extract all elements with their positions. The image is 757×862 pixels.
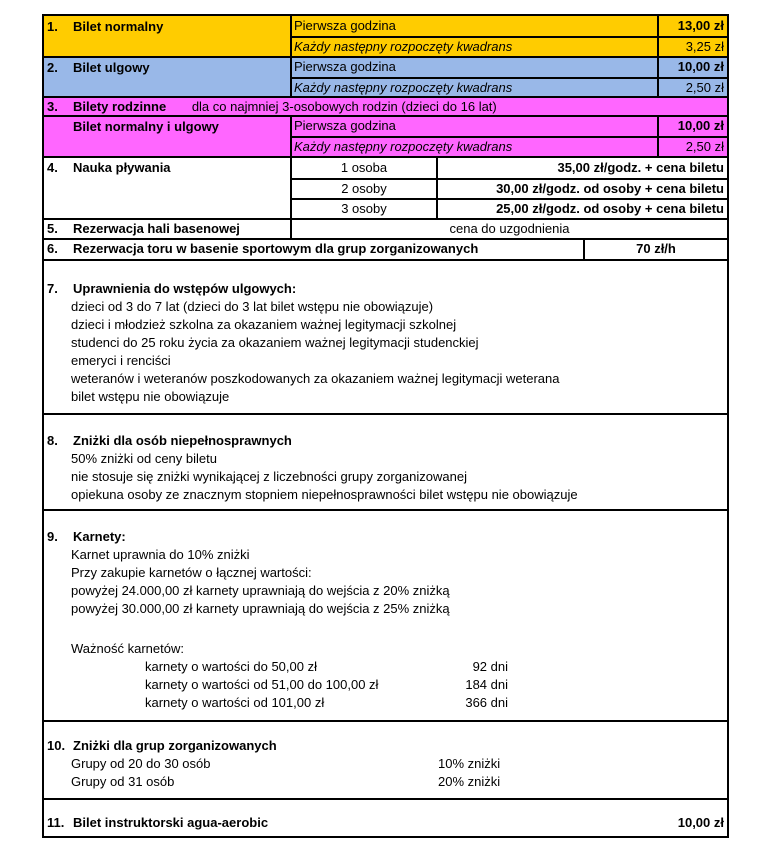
section-10-title: Zniżki dla grup zorganizowanych — [73, 738, 277, 753]
section-10-number: 10. — [47, 738, 66, 753]
section-8-title: Zniżki dla osób niepełnosprawnych — [73, 433, 292, 448]
section-5-header — [44, 220, 290, 238]
section-4-title: Nauka pływania — [73, 160, 171, 175]
section-9-title: Karnety: — [73, 529, 126, 544]
section-7-line: dzieci i młodzież szkolna za okazaniem ważnej legitymacji szkolnej — [71, 317, 457, 332]
section-3-family-ticket — [42, 115, 729, 156]
section-11-header — [44, 815, 268, 830]
validity-days: 184 dni — [465, 677, 508, 692]
section-8-line: opiekuna osoby ze znacznym stopniem niepełnosprawności bilet wstępu nie obowiązuje — [71, 487, 578, 502]
section-5-number: 5. — [47, 221, 58, 236]
section-6 — [42, 238, 729, 259]
section-9-line: Przy zakupie karnetów o łącznej wartości: — [71, 565, 312, 580]
section-1-row1-label: Pierwsza godzina — [290, 16, 657, 36]
section-1-number: 1. — [47, 19, 58, 34]
section-8-number: 8. — [47, 433, 58, 448]
section-8-line: 50% zniżki od ceny biletu — [71, 451, 217, 466]
section-2-header — [44, 58, 290, 96]
section-3-row2-price: 2,50 zł — [657, 136, 727, 156]
price-list-table — [42, 14, 729, 838]
section-7 — [42, 259, 729, 413]
section-5-title: Rezerwacja hali basenowej — [73, 221, 240, 236]
section-2-row1-label: Pierwsza godzina — [290, 58, 657, 77]
lesson-1-price: 35,00 zł/godz. + cena biletu — [436, 158, 727, 178]
lesson-2-persons: 2 osoby — [290, 178, 436, 198]
section-10-header — [44, 738, 277, 753]
validity-days: 92 dni — [472, 659, 508, 674]
section-8 — [42, 413, 729, 509]
section-11 — [42, 798, 729, 838]
section-7-title: Uprawnienia do wstępów ulgowych: — [73, 281, 297, 296]
lesson-2-price: 30,00 zł/godz. od osoby + cena biletu — [436, 178, 727, 198]
validity-title: Ważność karnetów: — [71, 641, 184, 656]
section-3-number: 3. — [47, 99, 58, 114]
section-3-header — [44, 98, 727, 115]
section-5-price: cena do uzgodnienia — [290, 220, 727, 238]
section-3 — [42, 96, 729, 115]
section-1-row1-price: 13,00 zł — [657, 16, 727, 36]
section-7-line: emeryci i renciści — [71, 353, 171, 368]
section-6-header — [44, 240, 583, 259]
section-11-title: Bilet instruktorski agua-aerobic — [73, 815, 269, 830]
section-6-number: 6. — [47, 241, 58, 256]
section-9-number: 9. — [47, 529, 58, 544]
validity-label: karnety o wartości do 50,00 zł — [145, 659, 317, 674]
group-discount-label: Grupy od 31 osób — [71, 774, 175, 789]
section-3-row1-price: 10,00 zł — [657, 117, 727, 136]
lesson-1-persons: 1 osoba — [290, 158, 436, 178]
section-9-line: Karnet uprawnia do 10% zniżki — [71, 547, 250, 562]
section-8-header — [44, 433, 292, 448]
section-3-subtitle: Bilet normalny i ulgowy — [44, 117, 290, 156]
section-11-price: 10,00 zł — [677, 815, 724, 830]
group-discount-label: Grupy od 20 do 30 osób — [71, 756, 211, 771]
section-8-line: nie stosuje się zniżki wynikającej z liczebności grupy zorganizowanej — [71, 469, 467, 484]
section-6-title: Rezerwacja toru w basenie sportowym dla grup zorganizowanych — [73, 241, 479, 256]
section-6-price: 70 zł/h — [583, 240, 727, 259]
section-1-header — [44, 16, 290, 56]
section-7-line: dzieci od 3 do 7 lat (dzieci do 3 lat bilet wstępu nie obowiązuje) — [71, 299, 434, 314]
section-1-row2-price: 3,25 zł — [657, 36, 727, 56]
section-10 — [42, 720, 729, 798]
section-7-line: studenci do 25 roku życia za okazaniem ważnej legitymacji studenckiej — [71, 335, 479, 350]
section-7-header — [44, 281, 296, 296]
section-7-line: weteranów i weteranów poszkodowanych za okazaniem ważnej legitymacji weterana — [71, 371, 560, 386]
validity-days: 366 dni — [465, 695, 508, 710]
section-2-row2-price: 2,50 zł — [657, 77, 727, 96]
validity-label: karnety o wartości od 51,00 do 100,00 zł — [145, 677, 379, 692]
section-7-line: bilet wstępu nie obowiązuje — [71, 389, 230, 404]
section-1 — [42, 14, 729, 56]
group-discount-value: 10% zniżki — [438, 756, 501, 771]
section-3-note: dla co najmniej 3-osobowych rodzin (dzieci do 16 lat) — [191, 99, 497, 114]
section-1-row2-label: Każdy następny rozpoczęty kwadrans — [290, 36, 657, 56]
section-2-title: Bilet ulgowy — [73, 60, 150, 75]
lesson-3-persons: 3 osoby — [290, 198, 436, 218]
section-11-number: 11. — [47, 815, 65, 830]
section-2 — [42, 56, 729, 96]
section-1-title: Bilet normalny — [73, 19, 164, 34]
group-discount-value: 20% zniżki — [438, 774, 501, 789]
section-9 — [42, 509, 729, 720]
section-3-row2-label: Każdy następny rozpoczęty kwadrans — [290, 136, 657, 156]
section-2-number: 2. — [47, 60, 58, 75]
lesson-3-price: 25,00 zł/godz. od osoby + cena biletu — [436, 198, 727, 218]
section-3-title: Bilety rodzinne — [73, 99, 167, 114]
validity-label: karnety o wartości od 101,00 zł — [145, 695, 325, 710]
section-7-number: 7. — [47, 281, 58, 296]
section-9-line: powyżej 30.000,00 zł karnety uprawniają do wejścia z 25% zniżką — [71, 601, 450, 616]
section-2-row2-label: Każdy następny rozpoczęty kwadrans — [290, 77, 657, 96]
section-4-header — [44, 158, 290, 218]
section-4 — [42, 156, 729, 218]
section-2-row1-price: 10,00 zł — [657, 58, 727, 77]
section-3-row1-label: Pierwsza godzina — [290, 117, 657, 136]
section-4-number: 4. — [47, 160, 58, 175]
section-9-header — [44, 529, 126, 544]
section-5 — [42, 218, 729, 238]
section-9-line: powyżej 24.000,00 zł karnety uprawniają do wejścia z 20% zniżką — [71, 583, 450, 598]
